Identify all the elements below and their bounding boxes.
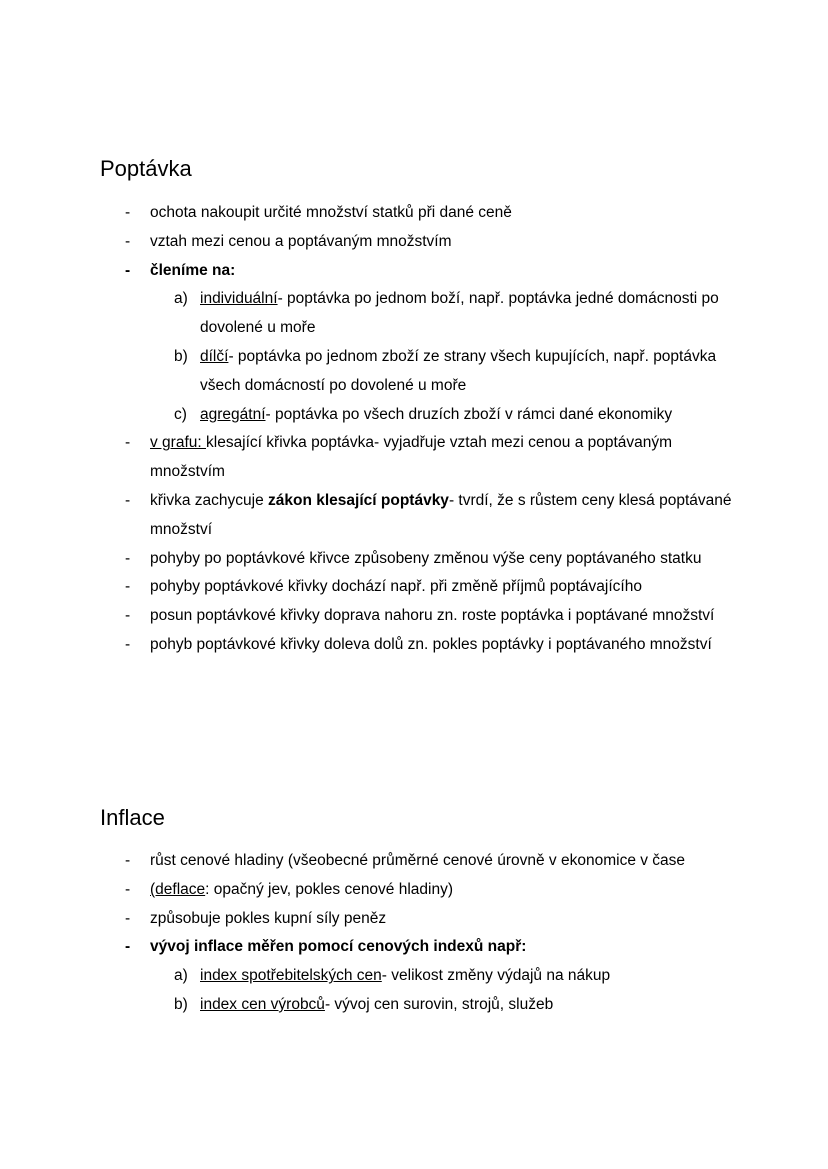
- list-item: [0, 545, 740, 574]
- list-item: [0, 602, 740, 631]
- bullet-dash: -: [125, 635, 131, 653]
- item-text: růst cenové hladiny (všeobecné průměrné cenové úrovně v ekonomice v čase: [150, 852, 686, 869]
- term: agregátní: [200, 405, 266, 423]
- sub-marker: a): [174, 967, 188, 985]
- list-item: [0, 429, 740, 487]
- item-text: - vývoj cen surovin, strojů, služeb: [324, 995, 554, 1013]
- term: individuální: [200, 290, 278, 308]
- sub-marker: b): [174, 347, 188, 365]
- list-item: [0, 487, 740, 545]
- item-text: klesající křivka poptávka- vyjadřuje vztah mezi cenou a poptávaným množstvím: [150, 434, 673, 481]
- term: index cen výrobců: [200, 995, 325, 1013]
- item-text: ochota nakoupit určité množství statků při dané ceně: [150, 204, 512, 221]
- bullet-dash: -: [125, 261, 131, 279]
- term: dílčí: [200, 347, 229, 365]
- list-item: [0, 199, 740, 228]
- list-item: [0, 257, 740, 286]
- item-text: pohyby po poptávkové křivce způsobeny změnou výše ceny poptávaného statku: [150, 549, 702, 567]
- bullet-dash: -: [125, 909, 131, 927]
- poptavka-list: [0, 199, 740, 660]
- sub-marker: a): [174, 290, 188, 308]
- sub-list-item: [0, 991, 720, 1020]
- bullet-dash: -: [125, 852, 131, 869]
- term: (deflace: [150, 880, 206, 898]
- item-text: - tvrdí, že s růstem ceny klesá poptávané množství: [150, 491, 732, 538]
- bullet-dash: -: [125, 204, 131, 221]
- bold-term: zákon klesající poptávky: [268, 491, 449, 509]
- item-text: - velikost změny výdajů na nákup: [381, 967, 611, 985]
- item-text: křivka zachycuje: [150, 491, 269, 509]
- list-item: [0, 876, 740, 905]
- term: index spotřebitelských cen: [200, 967, 382, 985]
- item-text: způsobuje pokles kupní síly peněz: [150, 909, 387, 927]
- bullet-dash: -: [125, 607, 131, 625]
- item-text: - poptávka po všech druzích zboží v rámci dané ekonomiky: [265, 405, 673, 423]
- heading-inflace: Inflace: [100, 805, 165, 830]
- list-item: [0, 933, 740, 962]
- sub-list-item: [0, 285, 720, 343]
- sub-list-item: [0, 962, 720, 991]
- item-text: - poptávka po jednom boží, např. poptávka jedné domácnosti po dovolené u moře: [200, 290, 719, 337]
- item-text: - poptávka po jednom zboží ze strany všech kupujících, např. poptávka všech domácností po dovolené u moře: [200, 347, 717, 394]
- list-item: [0, 905, 740, 934]
- item-text: posun poptávkové křivky doprava nahoru zn. roste poptávka i poptávané množství: [150, 607, 715, 625]
- heading-poptavka: Poptávka: [100, 156, 192, 181]
- sub-list-item: [0, 401, 720, 430]
- bullet-dash: -: [125, 880, 131, 898]
- sub-marker: b): [174, 995, 188, 1013]
- sub-marker: c): [174, 405, 187, 423]
- inflace-list: [0, 847, 740, 1020]
- item-text: pohyb poptávkové křivky doleva dolů zn. pokles poptávky i poptávaného množství: [150, 635, 712, 653]
- item-text: pohyby poptávkové křivky dochází např. při změně příjmů poptávajícího: [150, 578, 642, 596]
- item-text: členíme na:: [150, 261, 236, 279]
- term: v grafu:: [150, 434, 206, 452]
- bullet-dash: -: [125, 434, 131, 452]
- list-item: [0, 847, 740, 876]
- bullet-dash: -: [125, 232, 131, 250]
- bullet-dash: -: [125, 549, 131, 567]
- bullet-dash: -: [125, 578, 131, 596]
- list-item: [0, 573, 740, 602]
- sub-list-item: [0, 343, 720, 401]
- bullet-dash: -: [125, 491, 131, 509]
- item-text: vývoj inflace měřen pomocí cenových indexů např:: [150, 938, 527, 956]
- list-item: [0, 228, 740, 257]
- item-text: vztah mezi cenou a poptávaným množstvím: [150, 232, 452, 250]
- list-item: [0, 631, 740, 660]
- item-text: : opačný jev, pokles cenové hladiny): [205, 880, 454, 898]
- bullet-dash: -: [125, 938, 131, 956]
